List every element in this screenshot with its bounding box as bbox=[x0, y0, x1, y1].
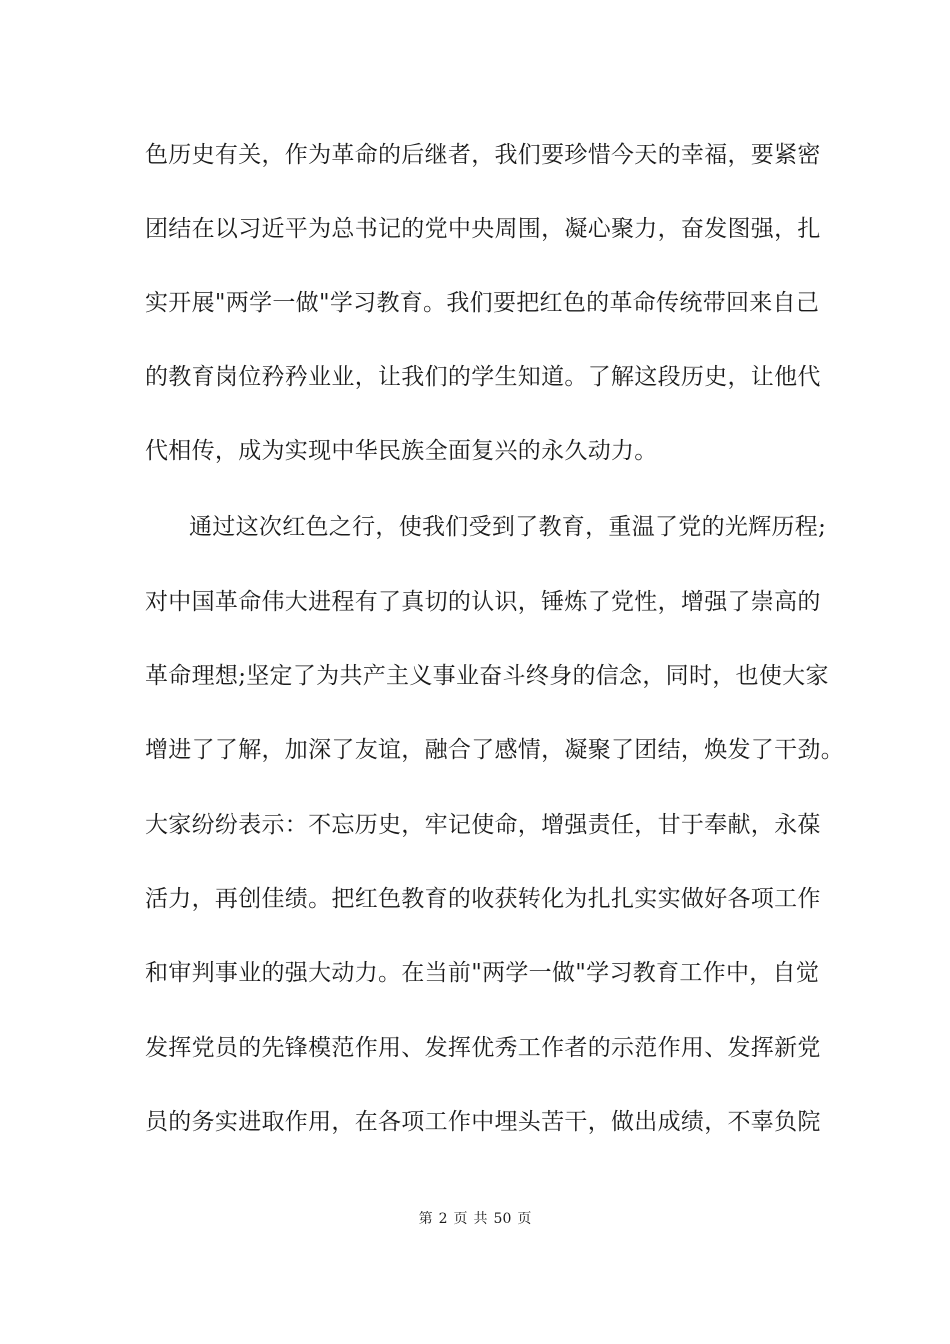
footer-prefix: 第 bbox=[418, 1211, 433, 1227]
paragraph-line: 实开展"两学一做"学习教育。我们要把红色的革命传统带回来自己 bbox=[145, 290, 820, 316]
paragraph-line: 和审判事业的强大动力。在当前"两学一做"学习教育工作中，自觉 bbox=[145, 960, 820, 986]
paragraph-line: 团结在以习近平为总书记的党中央周围，凝心聚力，奋发图强，扎 bbox=[145, 216, 821, 242]
footer-suffix: 页 bbox=[517, 1211, 532, 1227]
paragraph-line: 员的务实进取作用，在各项工作中埋头苦干，做出成绩，不辜负院 bbox=[145, 1109, 821, 1135]
paragraph-line: 增进了了解，加深了友谊，融合了感情，凝聚了团结，焕发了干劲。 bbox=[145, 737, 844, 763]
paragraph-line: 对中国革命伟大进程有了真切的认识，锤炼了党性，增强了崇高的 bbox=[145, 589, 821, 615]
paragraph-line: 大家纷纷表示：不忘历史，牢记使命，增强责任，甘于奉献，永葆 bbox=[145, 812, 821, 838]
page-number-footer bbox=[0, 1208, 950, 1228]
paragraph-line: 的教育岗位矜矜业业，让我们的学生知道。了解这段历史，让他代 bbox=[145, 364, 821, 390]
paragraph-line: 革命理想;坚定了为共产主义事业奋斗终身的信念，同时，也使大家 bbox=[145, 663, 829, 689]
footer-total-pages: 50 bbox=[493, 1211, 512, 1227]
paragraph-line: 色历史有关，作为革命的后继者，我们要珍惜今天的幸福，要紧密 bbox=[145, 142, 821, 168]
paragraph-line: 活力，再创佳绩。把红色教育的收获转化为扎扎实实做好各项工作 bbox=[145, 886, 821, 912]
paragraph-first-line: 通过这次红色之行，使我们受到了教育，重温了党的光辉历程; bbox=[189, 514, 827, 540]
footer-page-word: 页 bbox=[453, 1211, 468, 1227]
footer-total-word: 共 bbox=[473, 1211, 488, 1227]
paragraph-line: 代相传，成为实现中华民族全面复兴的永久动力。 bbox=[145, 438, 658, 464]
footer-current-page: 2 bbox=[438, 1211, 448, 1227]
paragraph-line: 发挥党员的先锋模范作用、发挥优秀工作者的示范作用、发挥新党 bbox=[145, 1035, 821, 1061]
